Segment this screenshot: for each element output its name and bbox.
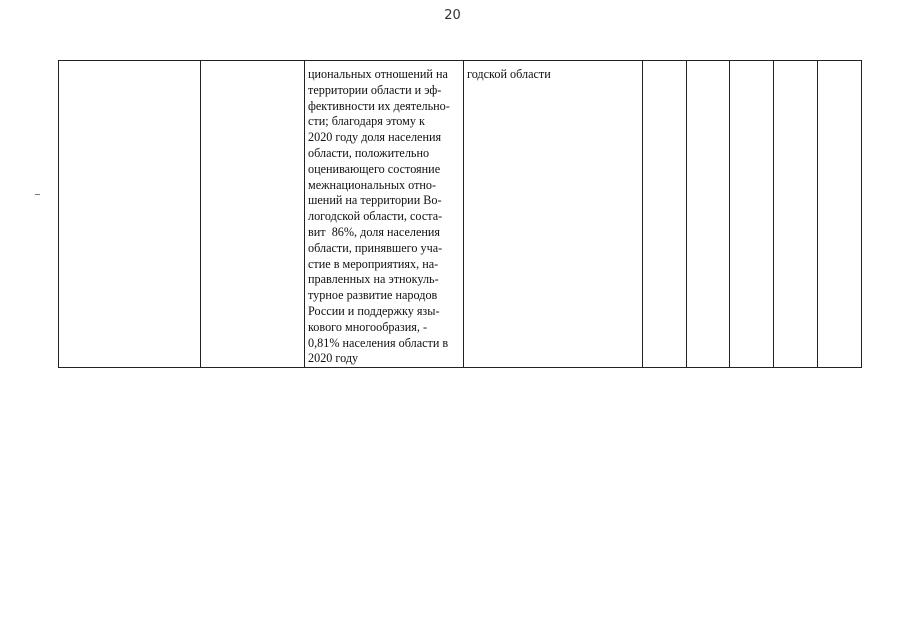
continuation-table xyxy=(58,60,862,368)
text-line: территории области и эф- xyxy=(308,82,442,97)
text-line: правленных на этнокуль- xyxy=(308,272,439,287)
text-line: стие в мероприятиях, на- xyxy=(308,256,439,271)
text-line: межнациональных отно- xyxy=(308,177,437,192)
table-row xyxy=(59,61,862,368)
text-line: турное развитие народов xyxy=(308,288,438,303)
table-cell-col7 xyxy=(730,61,774,368)
table-cell-responsible: годской области xyxy=(464,61,643,368)
text-line: шений на территории Во- xyxy=(308,193,442,208)
text-line: логодской области, соста- xyxy=(308,209,443,224)
page-number: 20 xyxy=(444,8,461,23)
text-line: фективности их деятельно- xyxy=(308,98,450,113)
text-line: сти; благодаря этому к xyxy=(308,114,425,129)
margin-mark xyxy=(35,194,40,195)
table-cell-col8 xyxy=(774,61,818,368)
text-line: 2020 году xyxy=(308,351,359,366)
text-line: России и поддержку язы- xyxy=(308,303,440,318)
table-cell-col1 xyxy=(59,61,201,368)
text-line: циональных отношений на xyxy=(308,67,448,81)
table-cell-col9 xyxy=(818,61,862,368)
table-cell-description xyxy=(305,61,464,368)
text-line: области, положительно xyxy=(308,145,430,160)
text-line: кового многообразия, - xyxy=(308,319,428,334)
text-line: оценивающего состояние xyxy=(308,161,441,176)
table-cell-col6 xyxy=(687,61,730,368)
table-cell-col2 xyxy=(201,61,305,368)
text-line: области, принявшего уча- xyxy=(308,240,443,255)
table-cell-col5 xyxy=(643,61,687,368)
description-text xyxy=(305,61,463,367)
text-line: 2020 году доля населения xyxy=(308,130,442,145)
text-line: 0,81% населения области в xyxy=(308,335,449,350)
text-line: вит 86%, доля населения xyxy=(308,224,441,239)
